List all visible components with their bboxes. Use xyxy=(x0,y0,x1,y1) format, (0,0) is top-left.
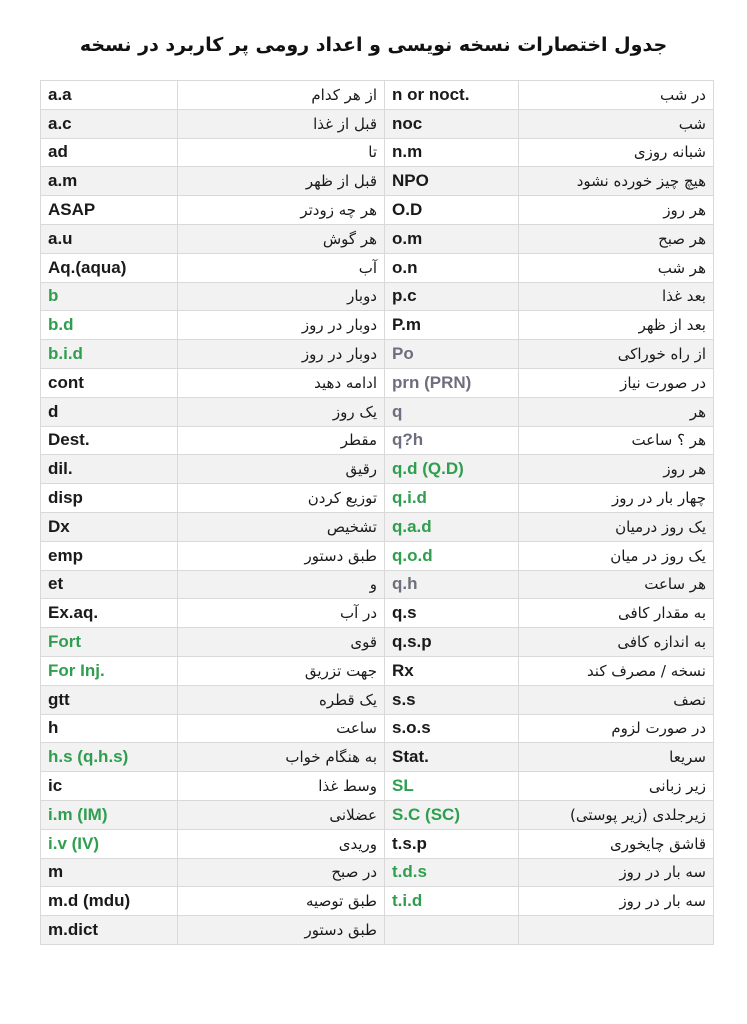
meaning-cell: یک روز در میان xyxy=(519,541,714,570)
meaning-cell: طبق دستور xyxy=(178,541,385,570)
abbr-cell: For Inj. xyxy=(41,656,178,685)
table-row xyxy=(41,196,714,225)
meaning-cell: تشخیص xyxy=(178,512,385,541)
meaning-cell: به مقدار کافی xyxy=(519,599,714,628)
meaning-cell: وسط غذا xyxy=(178,772,385,801)
abbr-cell: a.u xyxy=(41,224,178,253)
abbr-cell: cont xyxy=(41,368,178,397)
meaning-cell: جهت تزریق xyxy=(178,656,385,685)
meaning-cell: دوبار xyxy=(178,282,385,311)
meaning-cell: هر روز xyxy=(519,196,714,225)
abbr-cell xyxy=(385,916,519,945)
abbr-cell: Po xyxy=(385,340,519,369)
meaning-cell: هر صبح xyxy=(519,224,714,253)
abbr-cell: q xyxy=(385,397,519,426)
meaning-cell: چهار بار در روز xyxy=(519,484,714,513)
abbr-cell: emp xyxy=(41,541,178,570)
table-row xyxy=(41,829,714,858)
abbr-cell: Dest. xyxy=(41,426,178,455)
table-row xyxy=(41,685,714,714)
meaning-cell: طبق توصیه xyxy=(178,887,385,916)
table-row xyxy=(41,541,714,570)
table-row xyxy=(41,599,714,628)
abbr-cell: Dx xyxy=(41,512,178,541)
meaning-cell: دوبار در روز xyxy=(178,340,385,369)
meaning-cell: دوبار در روز xyxy=(178,311,385,340)
table-row xyxy=(41,167,714,196)
meaning-cell: سریعا xyxy=(519,743,714,772)
meaning-cell: و xyxy=(178,570,385,599)
table-row xyxy=(41,340,714,369)
abbr-cell: o.m xyxy=(385,224,519,253)
meaning-cell: توزیع کردن xyxy=(178,484,385,513)
table-row xyxy=(41,916,714,945)
meaning-cell: طبق دستور xyxy=(178,916,385,945)
abbr-cell: m.dict xyxy=(41,916,178,945)
abbr-cell: q.h xyxy=(385,570,519,599)
abbr-cell: et xyxy=(41,570,178,599)
meaning-cell: بعد غذا xyxy=(519,282,714,311)
table-row xyxy=(41,628,714,657)
abbr-cell: P.m xyxy=(385,311,519,340)
meaning-cell: تا xyxy=(178,138,385,167)
abbr-cell: h.s (q.h.s) xyxy=(41,743,178,772)
table-row xyxy=(41,253,714,282)
abbr-cell: ASAP xyxy=(41,196,178,225)
abbr-cell: prn (PRN) xyxy=(385,368,519,397)
meaning-cell: رقیق xyxy=(178,455,385,484)
abbr-cell: m xyxy=(41,858,178,887)
abbr-cell: Aq.(aqua) xyxy=(41,253,178,282)
abbr-cell: i.m (IM) xyxy=(41,800,178,829)
meaning-cell: وریدی xyxy=(178,829,385,858)
table-row xyxy=(41,512,714,541)
meaning-cell: سه بار در روز xyxy=(519,858,714,887)
abbr-cell: ic xyxy=(41,772,178,801)
meaning-cell: شبانه روزی xyxy=(519,138,714,167)
abbr-cell: Rx xyxy=(385,656,519,685)
table-row xyxy=(41,311,714,340)
abbr-cell: p.c xyxy=(385,282,519,311)
meaning-cell: قاشق چایخوری xyxy=(519,829,714,858)
meaning-cell: قبل از غذا xyxy=(178,109,385,138)
meaning-cell: عضلانی xyxy=(178,800,385,829)
abbr-cell: t.s.p xyxy=(385,829,519,858)
table-row xyxy=(41,743,714,772)
abbr-cell: Fort xyxy=(41,628,178,657)
table-row xyxy=(41,772,714,801)
meaning-cell: ادامه دهید xyxy=(178,368,385,397)
meaning-cell: هر ساعت xyxy=(519,570,714,599)
abbr-cell: ad xyxy=(41,138,178,167)
abbr-cell: s.s xyxy=(385,685,519,714)
table-row xyxy=(41,887,714,916)
meaning-cell: قبل از ظهر xyxy=(178,167,385,196)
abbr-cell: q.o.d xyxy=(385,541,519,570)
abbr-cell: s.o.s xyxy=(385,714,519,743)
table-row xyxy=(41,426,714,455)
abbr-cell: SL xyxy=(385,772,519,801)
meaning-cell: یک قطره xyxy=(178,685,385,714)
meaning-cell: هر شب xyxy=(519,253,714,282)
meaning-cell: هر xyxy=(519,397,714,426)
meaning-cell: هر روز xyxy=(519,455,714,484)
meaning-cell: در آب xyxy=(178,599,385,628)
abbr-cell: b.i.d xyxy=(41,340,178,369)
meaning-cell: نصف xyxy=(519,685,714,714)
abbr-cell: Stat. xyxy=(385,743,519,772)
abbr-cell: b xyxy=(41,282,178,311)
table-row xyxy=(41,109,714,138)
meaning-cell: مقطر xyxy=(178,426,385,455)
table-row xyxy=(41,224,714,253)
abbr-cell: i.v (IV) xyxy=(41,829,178,858)
table-row xyxy=(41,138,714,167)
meaning-cell: در شب xyxy=(519,81,714,110)
page-title: جدول اختصارات نسخه نویسی و اعداد رومی پر کاربرد در نسخه xyxy=(79,34,668,56)
abbr-cell: n or noct. xyxy=(385,81,519,110)
abbr-cell: gtt xyxy=(41,685,178,714)
meaning-cell: در صورت نیاز xyxy=(519,368,714,397)
meaning-cell: هر گوش xyxy=(178,224,385,253)
meaning-cell: هر ؟ ساعت xyxy=(519,426,714,455)
abbr-cell: O.D xyxy=(385,196,519,225)
meaning-cell: از راه خوراکی xyxy=(519,340,714,369)
meaning-cell: نسخه / مصرف کند xyxy=(519,656,714,685)
abbr-cell: q.s xyxy=(385,599,519,628)
abbr-cell: o.n xyxy=(385,253,519,282)
meaning-cell: به هنگام خواب xyxy=(178,743,385,772)
table-row xyxy=(41,81,714,110)
abbr-cell: m.d (mdu) xyxy=(41,887,178,916)
abbr-cell: a.m xyxy=(41,167,178,196)
abbr-cell: q.a.d xyxy=(385,512,519,541)
meaning-cell: بعد از ظهر xyxy=(519,311,714,340)
abbr-cell: b.d xyxy=(41,311,178,340)
table-row xyxy=(41,455,714,484)
abbr-cell: noc xyxy=(385,109,519,138)
abbr-cell: d xyxy=(41,397,178,426)
meaning-cell: هیچ چیز خورده نشود xyxy=(519,167,714,196)
abbr-cell: n.m xyxy=(385,138,519,167)
abbr-cell: a.a xyxy=(41,81,178,110)
table-row xyxy=(41,858,714,887)
abbr-cell: NPO xyxy=(385,167,519,196)
abbr-cell: disp xyxy=(41,484,178,513)
meaning-cell: سه بار در روز xyxy=(519,887,714,916)
abbr-cell: Ex.aq. xyxy=(41,599,178,628)
abbr-cell: h xyxy=(41,714,178,743)
meaning-cell: در صبح xyxy=(178,858,385,887)
table-row xyxy=(41,570,714,599)
meaning-cell: قوی xyxy=(178,628,385,657)
abbr-cell: q.s.p xyxy=(385,628,519,657)
table-row xyxy=(41,714,714,743)
meaning-cell: به اندازه کافی xyxy=(519,628,714,657)
table-row xyxy=(41,397,714,426)
abbr-cell: q.d (Q.D) xyxy=(385,455,519,484)
meaning-cell xyxy=(519,916,714,945)
table-row xyxy=(41,282,714,311)
table-row xyxy=(41,800,714,829)
meaning-cell: شب xyxy=(519,109,714,138)
meaning-cell: زیر زبانی xyxy=(519,772,714,801)
abbr-cell: S.C (SC) xyxy=(385,800,519,829)
meaning-cell: یک روز xyxy=(178,397,385,426)
meaning-cell: آب xyxy=(178,253,385,282)
table-row xyxy=(41,656,714,685)
meaning-cell: یک روز درمیان xyxy=(519,512,714,541)
abbr-cell: t.d.s xyxy=(385,858,519,887)
abbr-cell: t.i.d xyxy=(385,887,519,916)
meaning-cell: ساعت xyxy=(178,714,385,743)
abbreviation-table xyxy=(40,80,714,945)
table-row xyxy=(41,368,714,397)
table-row xyxy=(41,484,714,513)
meaning-cell: از هر کدام xyxy=(178,81,385,110)
abbr-cell: q.i.d xyxy=(385,484,519,513)
meaning-cell: زیرجلدی (زیر پوستی) xyxy=(519,800,714,829)
abbr-cell: dil. xyxy=(41,455,178,484)
meaning-cell: در صورت لزوم xyxy=(519,714,714,743)
abbr-cell: a.c xyxy=(41,109,178,138)
abbr-cell: q?h xyxy=(385,426,519,455)
meaning-cell: هر چه زودتر xyxy=(178,196,385,225)
